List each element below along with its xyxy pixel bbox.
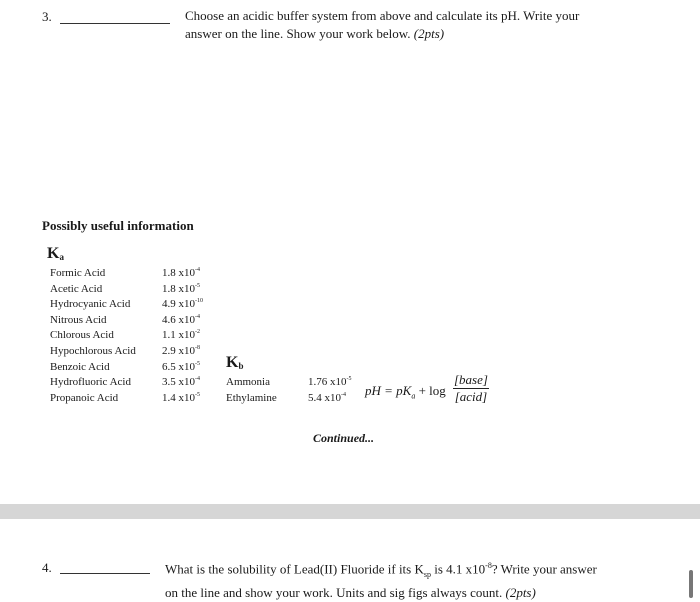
question-3-number: 3. [42, 9, 52, 24]
question-4-number: 4. [42, 560, 52, 575]
question-4-line-1 [165, 557, 665, 584]
ka-heading [47, 245, 64, 263]
ka-value-exponent: -4 [195, 376, 200, 383]
ka-value [162, 361, 200, 373]
equation-denominator: [acid] [454, 389, 488, 404]
ka-acid-name: Hypochlorous Acid [50, 345, 136, 357]
equation-lhs-text: pH = pK [365, 383, 412, 398]
equation-lhs [365, 383, 446, 401]
question-4-text-a: What is the solubility of Lead(II) Fluoride if its K [165, 561, 424, 577]
ksp-exponent: -8 [485, 561, 492, 570]
page-divider [0, 504, 700, 519]
ka-subscript: a [59, 252, 64, 262]
ka-acid-name: Formic Acid [50, 267, 106, 279]
ka-acid-name: Nitrous Acid [50, 313, 107, 326]
ka-value [162, 329, 200, 341]
question-4-points: (2pts) [505, 584, 536, 600]
equation-numerator: [base] [454, 372, 488, 387]
ka-value-mantissa: 4.6 x10 [162, 313, 195, 326]
ka-value-exponent: -5 [195, 360, 200, 367]
question-4-line-2-text: on the line and show your work. Units and sig figs always count. [165, 584, 503, 600]
ksp-subscript: sp [423, 569, 431, 579]
question-3-prompt [185, 7, 655, 43]
kb-value-mantissa: 1.76 x10 [308, 376, 347, 388]
ka-value-mantissa: 1.1 x10 [162, 329, 195, 342]
ka-acid-name: Hydrocyanic Acid [50, 298, 131, 311]
kb-value-exponent: -5 [346, 376, 352, 382]
equation-fraction [453, 372, 489, 405]
scrollbar-thumb[interactable] [689, 570, 693, 598]
ka-value-mantissa: 6.5 x10 [162, 360, 195, 373]
ka-acid-name: Chlorous Acid [50, 329, 114, 342]
question-4-text-c: ? Write your answer [491, 561, 597, 577]
kb-base-name: Ammonia [226, 376, 270, 388]
question-3-line-2-text: answer on the line. Show your work below. [185, 26, 411, 41]
question-4-line-2 [165, 584, 665, 602]
ka-value-mantissa: 4.9 x10 [162, 298, 195, 311]
kb-value-mantissa: 5.4 x10 [308, 391, 341, 404]
ka-value [162, 376, 200, 388]
question-3-points: (2pts) [413, 26, 445, 41]
kb-value [308, 392, 346, 404]
ka-value-exponent: -5 [195, 282, 200, 289]
ka-value-mantissa: 1.4 x10 [162, 391, 195, 404]
kb-heading [226, 354, 243, 372]
question-3-line-2 [185, 25, 655, 43]
section-title: Possibly useful information [42, 218, 194, 233]
equation-subscript: a [411, 391, 416, 401]
ka-value [162, 283, 200, 295]
equation-operator: + log [415, 383, 446, 398]
question-4-prompt [165, 557, 665, 602]
ka-value-mantissa: 1.8 x10 [162, 282, 195, 295]
question-4-text-b: is 4.1 x10 [431, 561, 486, 577]
ka-value [162, 267, 200, 279]
ka-value-exponent: -4 [195, 267, 200, 273]
ka-value-mantissa: 3.5 x10 [162, 376, 195, 389]
kb-label: K [226, 354, 239, 371]
ka-value-exponent: -10 [195, 298, 203, 305]
ka-label: K [47, 245, 60, 262]
ka-acid-name: Propanoic Acid [50, 391, 119, 404]
kb-base-name: Ethylamine [226, 391, 277, 404]
ka-value [162, 314, 200, 326]
ka-value [162, 392, 200, 404]
question-4-answer-line[interactable] [60, 573, 150, 574]
ka-value-exponent: -8 [195, 345, 200, 351]
ka-value-mantissa: 1.8 x10 [162, 267, 195, 279]
ka-value [162, 298, 203, 310]
ka-acid-name: Benzoic Acid [50, 360, 110, 373]
question-3-line-1: Choose an acidic buffer system from above and calculate its pH. Write your [185, 8, 580, 23]
ka-value-exponent: -5 [195, 391, 200, 398]
ka-value [162, 345, 200, 357]
kb-subscript: b [238, 361, 244, 371]
ka-value-exponent: -4 [195, 313, 200, 320]
kb-value [308, 376, 352, 388]
question-3-answer-line[interactable] [60, 23, 170, 24]
ka-acid-name: Hydrofluoric Acid [50, 376, 131, 389]
ka-acid-name: Acetic Acid [50, 282, 103, 295]
ka-value-exponent: -2 [195, 329, 200, 336]
kb-value-exponent: -4 [341, 391, 346, 398]
continued-note: Continued... [313, 431, 375, 445]
ka-value-mantissa: 2.9 x10 [162, 345, 195, 357]
